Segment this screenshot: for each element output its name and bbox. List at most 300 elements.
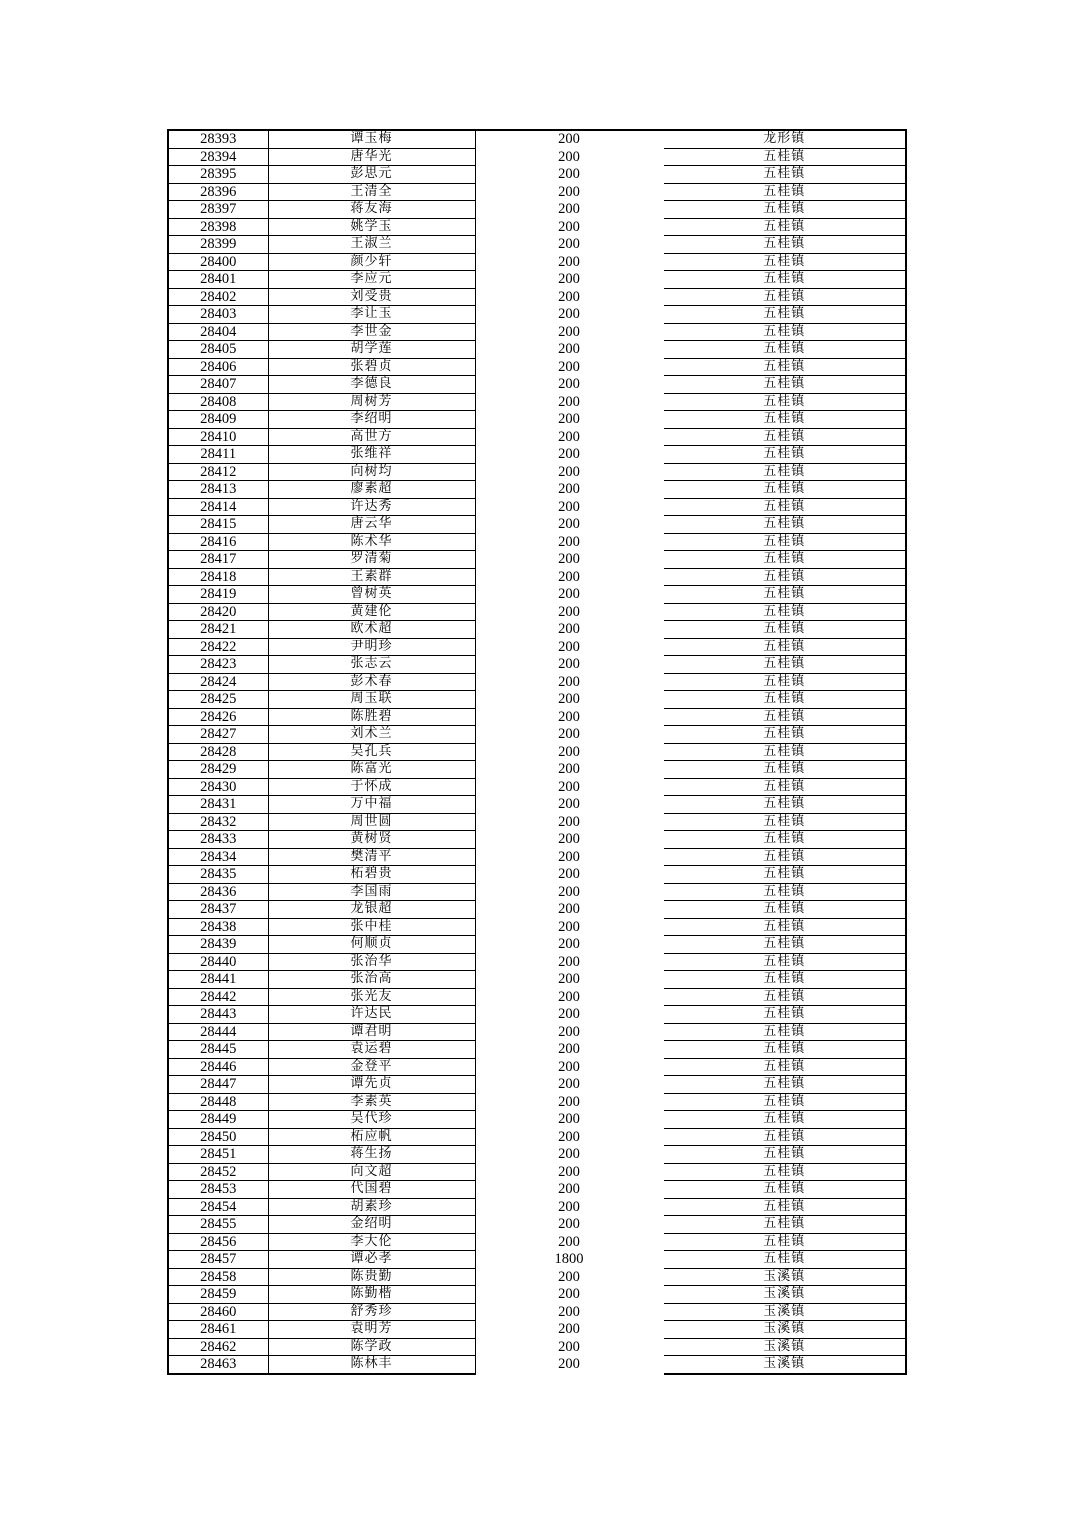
table-row — [168, 201, 906, 219]
recipient-name-cell: 王淑兰 — [268, 236, 475, 254]
town-cell: 五桂镇 — [663, 481, 906, 499]
table-row — [168, 533, 906, 551]
table-row — [168, 988, 906, 1006]
recipient-name-cell: 向树均 — [268, 463, 475, 481]
recipient-name-cell: 周世圆 — [268, 813, 475, 831]
row-number-cell: 28423 — [168, 656, 268, 674]
row-number-cell: 28445 — [168, 1041, 268, 1059]
amount-cell: 200 — [558, 918, 580, 935]
town-cell: 五桂镇 — [663, 463, 906, 481]
table-row — [168, 901, 906, 919]
row-number-cell: 28436 — [168, 883, 268, 901]
recipient-name-cell: 吴孔兵 — [268, 743, 475, 761]
town-cell: 五桂镇 — [663, 866, 906, 884]
table-row — [168, 1181, 906, 1199]
amount-cell: 200 — [558, 516, 580, 533]
table-row — [168, 778, 906, 796]
table-row — [168, 1093, 906, 1111]
table-row — [168, 516, 906, 534]
table-row — [168, 1356, 906, 1374]
recipient-name-cell: 欧术超 — [268, 621, 475, 639]
recipient-name-cell: 张中桂 — [268, 918, 475, 936]
row-number-cell: 28444 — [168, 1023, 268, 1041]
row-number-cell: 28426 — [168, 708, 268, 726]
table-row — [168, 428, 906, 446]
row-number-cell: 28458 — [168, 1268, 268, 1286]
recipient-name-cell: 张治高 — [268, 971, 475, 989]
amount-cell: 200 — [558, 726, 580, 743]
amount-cell: 200 — [558, 1356, 580, 1373]
row-number-cell: 28429 — [168, 761, 268, 779]
recipient-name-cell: 金登平 — [268, 1058, 475, 1076]
town-cell: 五桂镇 — [663, 1093, 906, 1111]
amount-cell: 200 — [558, 1111, 580, 1128]
recipient-name-cell: 胡学莲 — [268, 341, 475, 359]
amount-cell: 200 — [558, 673, 580, 690]
table-row — [168, 393, 906, 411]
recipient-name-cell: 颜少轩 — [268, 253, 475, 271]
amount-cell: 200 — [475, 130, 663, 148]
table-row — [168, 936, 906, 954]
recipient-name-cell: 袁明芳 — [268, 1321, 475, 1339]
row-number-cell: 28462 — [168, 1338, 268, 1356]
row-number-cell: 28413 — [168, 481, 268, 499]
town-cell: 五桂镇 — [663, 901, 906, 919]
table-row — [168, 166, 906, 184]
recipient-name-cell: 彭思元 — [268, 166, 475, 184]
recipient-name-cell: 陈贵勤 — [268, 1268, 475, 1286]
amount-cell: 200 — [558, 656, 580, 673]
row-number-cell: 28460 — [168, 1303, 268, 1321]
recipient-name-cell: 何顺贞 — [268, 936, 475, 954]
row-number-cell: 28393 — [168, 130, 268, 148]
recipient-name-cell: 李让玉 — [268, 306, 475, 324]
amount-cell: 200 — [558, 813, 580, 830]
table-row — [168, 638, 906, 656]
recipient-name-cell: 金绍明 — [268, 1216, 475, 1234]
recipient-name-cell: 谭先贞 — [268, 1076, 475, 1094]
amount-cell: 200 — [558, 1303, 580, 1320]
row-number-cell: 28397 — [168, 201, 268, 219]
amount-cell: 200 — [558, 533, 580, 550]
recipient-name-cell: 姚学玉 — [268, 218, 475, 236]
amount-cell: 200 — [558, 1041, 580, 1058]
table-row — [168, 463, 906, 481]
row-number-cell: 28418 — [168, 568, 268, 586]
recipient-name-cell: 陈林丰 — [268, 1356, 475, 1374]
recipient-name-cell: 陈富光 — [268, 761, 475, 779]
row-number-cell: 28405 — [168, 341, 268, 359]
row-number-cell: 28414 — [168, 498, 268, 516]
town-cell: 五桂镇 — [663, 411, 906, 429]
amount-cell: 200 — [558, 831, 580, 848]
town-cell: 玉溪镇 — [663, 1356, 906, 1374]
recipient-name-cell: 彭术春 — [268, 673, 475, 691]
recipient-name-cell: 曾树英 — [268, 586, 475, 604]
amount-cell: 200 — [558, 1268, 580, 1285]
amount-cell: 200 — [558, 428, 580, 445]
town-cell: 五桂镇 — [663, 743, 906, 761]
recipient-name-cell: 向文超 — [268, 1163, 475, 1181]
row-number-cell: 28412 — [168, 463, 268, 481]
town-cell: 五桂镇 — [663, 1058, 906, 1076]
amount-cell: 200 — [558, 183, 580, 200]
amount-cell: 200 — [558, 1023, 580, 1040]
row-number-cell: 28416 — [168, 533, 268, 551]
table-row — [168, 446, 906, 464]
row-number-cell: 28435 — [168, 866, 268, 884]
row-number-cell: 28399 — [168, 236, 268, 254]
table-row — [168, 1286, 906, 1304]
amount-cell: 200 — [558, 901, 580, 918]
town-cell: 五桂镇 — [663, 306, 906, 324]
recipient-name-cell: 陈勤楷 — [268, 1286, 475, 1304]
town-cell: 玉溪镇 — [663, 1338, 906, 1356]
row-number-cell: 28455 — [168, 1216, 268, 1234]
amount-cell: 200 — [558, 778, 580, 795]
town-cell: 五桂镇 — [663, 393, 906, 411]
row-number-cell: 28459 — [168, 1286, 268, 1304]
row-number-cell: 28438 — [168, 918, 268, 936]
row-number-cell: 28461 — [168, 1321, 268, 1339]
recipient-name-cell: 于怀成 — [268, 778, 475, 796]
recipient-name-cell: 张治华 — [268, 953, 475, 971]
row-number-cell: 28427 — [168, 726, 268, 744]
amount-cell: 200 — [558, 236, 580, 253]
table-row — [168, 831, 906, 849]
town-cell: 五桂镇 — [663, 1251, 906, 1269]
row-number-cell: 28433 — [168, 831, 268, 849]
town-cell: 五桂镇 — [663, 656, 906, 674]
table-row — [168, 1146, 906, 1164]
recipient-name-cell: 柘应帆 — [268, 1128, 475, 1146]
town-cell: 五桂镇 — [663, 1216, 906, 1234]
town-cell: 五桂镇 — [663, 621, 906, 639]
recipient-name-cell: 陈学政 — [268, 1338, 475, 1356]
town-cell: 五桂镇 — [663, 358, 906, 376]
row-number-cell: 28437 — [168, 901, 268, 919]
recipient-name-cell: 龙银超 — [268, 901, 475, 919]
row-number-cell: 28457 — [168, 1251, 268, 1269]
amount-cell: 200 — [558, 708, 580, 725]
amount-cell: 200 — [558, 1093, 580, 1110]
town-cell: 五桂镇 — [663, 603, 906, 621]
row-number-cell: 28421 — [168, 621, 268, 639]
recipient-name-cell: 黄建伦 — [268, 603, 475, 621]
recipient-name-cell: 蒋友海 — [268, 201, 475, 219]
table-row — [168, 1216, 906, 1234]
town-cell: 五桂镇 — [663, 498, 906, 516]
row-number-cell: 28454 — [168, 1198, 268, 1216]
amount-cell: 200 — [558, 271, 580, 288]
town-cell: 玉溪镇 — [663, 1303, 906, 1321]
row-number-cell: 28398 — [168, 218, 268, 236]
amount-cell: 200 — [558, 1198, 580, 1215]
table-row — [168, 953, 906, 971]
recipient-name-cell: 陈术华 — [268, 533, 475, 551]
amount-cell: 200 — [558, 201, 580, 218]
recipient-name-cell: 谭必孝 — [268, 1251, 475, 1269]
town-cell: 五桂镇 — [663, 341, 906, 359]
recipient-name-cell: 吴代珍 — [268, 1111, 475, 1129]
recipient-name-cell: 廖素超 — [268, 481, 475, 499]
amount-cell: 200 — [558, 848, 580, 865]
table-row — [168, 148, 906, 166]
town-cell: 五桂镇 — [663, 586, 906, 604]
amount-cell: 200 — [558, 341, 580, 358]
amount-cell: 200 — [558, 1233, 580, 1250]
town-cell: 五桂镇 — [663, 551, 906, 569]
town-cell: 五桂镇 — [663, 918, 906, 936]
town-cell: 五桂镇 — [663, 323, 906, 341]
row-number-cell: 28443 — [168, 1006, 268, 1024]
recipient-name-cell: 柘碧贵 — [268, 866, 475, 884]
table-row — [168, 761, 906, 779]
table-row — [168, 743, 906, 761]
town-cell: 五桂镇 — [663, 761, 906, 779]
row-number-cell: 28417 — [168, 551, 268, 569]
town-cell: 五桂镇 — [663, 446, 906, 464]
recipient-name-cell: 蒋生扬 — [268, 1146, 475, 1164]
amount-cell: 1800 — [554, 1251, 584, 1268]
amount-cell: 200 — [558, 936, 580, 953]
table-row — [168, 918, 906, 936]
town-cell: 五桂镇 — [663, 708, 906, 726]
amount-cell: 200 — [558, 1338, 580, 1355]
recipient-name-cell: 许达民 — [268, 1006, 475, 1024]
recipient-name-cell: 周树芳 — [268, 393, 475, 411]
town-cell: 五桂镇 — [663, 201, 906, 219]
table-row — [168, 848, 906, 866]
town-cell: 五桂镇 — [663, 1076, 906, 1094]
recipient-name-cell: 王清全 — [268, 183, 475, 201]
recipient-name-cell: 高世方 — [268, 428, 475, 446]
row-number-cell: 28419 — [168, 586, 268, 604]
amount-cell: 200 — [558, 1006, 580, 1023]
amount-cell: 200 — [558, 1216, 580, 1233]
recipient-name-cell: 刘受贵 — [268, 288, 475, 306]
town-cell: 五桂镇 — [663, 1023, 906, 1041]
recipient-name-cell: 万中福 — [268, 796, 475, 814]
town-cell: 五桂镇 — [663, 831, 906, 849]
town-cell: 五桂镇 — [663, 691, 906, 709]
table-row — [168, 1058, 906, 1076]
recipient-name-cell: 李绍明 — [268, 411, 475, 429]
town-cell: 五桂镇 — [663, 288, 906, 306]
row-number-cell: 28430 — [168, 778, 268, 796]
amount-cell: 200 — [558, 883, 580, 900]
amount-cell: 200 — [558, 358, 580, 375]
table-row — [168, 376, 906, 394]
recipient-name-cell: 张维祥 — [268, 446, 475, 464]
town-cell: 五桂镇 — [663, 1128, 906, 1146]
row-number-cell: 28439 — [168, 936, 268, 954]
table-row — [168, 1303, 906, 1321]
amount-cell: 200 — [558, 953, 580, 970]
row-number-cell: 28450 — [168, 1128, 268, 1146]
town-cell: 五桂镇 — [663, 673, 906, 691]
table-row — [168, 1006, 906, 1024]
table-row — [168, 1321, 906, 1339]
amount-cell: 200 — [558, 551, 580, 568]
amount-cell: 200 — [558, 621, 580, 638]
amount-cell: 200 — [558, 1058, 580, 1075]
recipient-name-cell: 李国雨 — [268, 883, 475, 901]
recipient-name-cell: 李应元 — [268, 271, 475, 289]
amount-cell: 200 — [558, 638, 580, 655]
table-row — [168, 358, 906, 376]
recipient-name-cell: 周玉联 — [268, 691, 475, 709]
town-cell: 五桂镇 — [663, 1181, 906, 1199]
amount-cell: 200 — [558, 376, 580, 393]
roster-table-body — [168, 130, 906, 1374]
table-row — [168, 183, 906, 201]
row-number-cell: 28432 — [168, 813, 268, 831]
table-row — [168, 1338, 906, 1356]
town-cell: 五桂镇 — [663, 428, 906, 446]
row-number-cell: 28409 — [168, 411, 268, 429]
town-cell: 五桂镇 — [663, 883, 906, 901]
row-number-cell: 28448 — [168, 1093, 268, 1111]
town-cell: 五桂镇 — [663, 376, 906, 394]
recipient-name-cell: 李世金 — [268, 323, 475, 341]
table-row — [168, 586, 906, 604]
table-row — [168, 323, 906, 341]
table-row — [168, 1111, 906, 1129]
row-number-cell: 28441 — [168, 971, 268, 989]
town-cell: 玉溪镇 — [663, 1321, 906, 1339]
table-row — [168, 288, 906, 306]
town-cell: 五桂镇 — [663, 1146, 906, 1164]
recipient-name-cell: 谭君明 — [268, 1023, 475, 1041]
amount-cell: 200 — [558, 253, 580, 270]
table-row — [168, 481, 906, 499]
town-cell: 龙形镇 — [663, 130, 906, 148]
town-cell: 五桂镇 — [663, 1006, 906, 1024]
recipient-name-cell: 谭玉梅 — [268, 130, 475, 148]
table-row — [168, 1268, 906, 1286]
row-number-cell: 28396 — [168, 183, 268, 201]
recipient-name-cell: 樊清平 — [268, 848, 475, 866]
town-cell: 五桂镇 — [663, 796, 906, 814]
town-cell: 五桂镇 — [663, 638, 906, 656]
row-number-cell: 28447 — [168, 1076, 268, 1094]
table-row — [168, 568, 906, 586]
recipient-name-cell: 张碧贞 — [268, 358, 475, 376]
table-row — [168, 1076, 906, 1094]
row-number-cell: 28456 — [168, 1233, 268, 1251]
recipient-name-cell: 唐华光 — [268, 148, 475, 166]
amount-cell: 200 — [558, 1321, 580, 1338]
town-cell: 五桂镇 — [663, 1198, 906, 1216]
amount-cell: 200 — [558, 1146, 580, 1163]
recipient-name-cell: 罗清菊 — [268, 551, 475, 569]
row-number-cell: 28452 — [168, 1163, 268, 1181]
row-number-cell: 28424 — [168, 673, 268, 691]
amount-cell: 200 — [558, 446, 580, 463]
town-cell: 五桂镇 — [663, 516, 906, 534]
amount-cell: 200 — [558, 1076, 580, 1093]
recipient-name-cell: 李德良 — [268, 376, 475, 394]
row-number-cell: 28434 — [168, 848, 268, 866]
table-row — [168, 236, 906, 254]
amount-cell: 200 — [558, 866, 580, 883]
amount-cell: 200 — [558, 166, 580, 183]
table-row — [168, 253, 906, 271]
row-number-cell: 28403 — [168, 306, 268, 324]
town-cell: 五桂镇 — [663, 568, 906, 586]
town-cell: 五桂镇 — [663, 533, 906, 551]
row-number-cell: 28425 — [168, 691, 268, 709]
recipient-name-cell: 许达秀 — [268, 498, 475, 516]
town-cell: 五桂镇 — [663, 271, 906, 289]
row-number-cell: 28440 — [168, 953, 268, 971]
town-cell: 五桂镇 — [663, 166, 906, 184]
amount-cell: 200 — [558, 586, 580, 603]
town-cell: 五桂镇 — [663, 1233, 906, 1251]
town-cell: 玉溪镇 — [663, 1268, 906, 1286]
recipient-name-cell: 袁运碧 — [268, 1041, 475, 1059]
table-row — [168, 621, 906, 639]
town-cell: 五桂镇 — [663, 778, 906, 796]
amount-cell: 200 — [558, 743, 580, 760]
row-number-cell: 28411 — [168, 446, 268, 464]
row-number-cell: 28453 — [168, 1181, 268, 1199]
amount-cell: 200 — [558, 1128, 580, 1145]
table-row — [168, 1128, 906, 1146]
table-row — [168, 411, 906, 429]
table-row — [168, 551, 906, 569]
town-cell: 五桂镇 — [663, 183, 906, 201]
table-row — [168, 1163, 906, 1181]
recipient-name-cell: 舒秀珍 — [268, 1303, 475, 1321]
table-row — [168, 708, 906, 726]
table-row — [168, 1251, 906, 1269]
table-row — [168, 603, 906, 621]
town-cell: 五桂镇 — [663, 1111, 906, 1129]
recipient-name-cell: 刘术兰 — [268, 726, 475, 744]
table-row — [168, 726, 906, 744]
town-cell: 五桂镇 — [663, 218, 906, 236]
row-number-cell: 28404 — [168, 323, 268, 341]
amount-cell: 200 — [558, 218, 580, 235]
row-number-cell: 28442 — [168, 988, 268, 1006]
amount-cell: 200 — [558, 411, 580, 428]
table-row — [168, 1041, 906, 1059]
row-number-cell: 28402 — [168, 288, 268, 306]
town-cell: 五桂镇 — [663, 813, 906, 831]
roster-sheet — [167, 129, 905, 1375]
town-cell: 五桂镇 — [663, 953, 906, 971]
row-number-cell: 28406 — [168, 358, 268, 376]
town-cell: 五桂镇 — [663, 253, 906, 271]
row-number-cell: 28446 — [168, 1058, 268, 1076]
recipient-name-cell: 代国碧 — [268, 1181, 475, 1199]
recipient-name-cell: 李素英 — [268, 1093, 475, 1111]
row-number-cell: 28407 — [168, 376, 268, 394]
row-number-cell: 28394 — [168, 148, 268, 166]
row-number-cell: 28420 — [168, 603, 268, 621]
town-cell: 五桂镇 — [663, 1041, 906, 1059]
amount-cell: 200 — [558, 761, 580, 778]
amount-cell: 200 — [558, 691, 580, 708]
town-cell: 五桂镇 — [663, 148, 906, 166]
town-cell: 五桂镇 — [663, 848, 906, 866]
amount-cell: 200 — [558, 1181, 580, 1198]
town-cell: 五桂镇 — [663, 236, 906, 254]
roster-table — [167, 129, 907, 1375]
row-number-cell: 28428 — [168, 743, 268, 761]
